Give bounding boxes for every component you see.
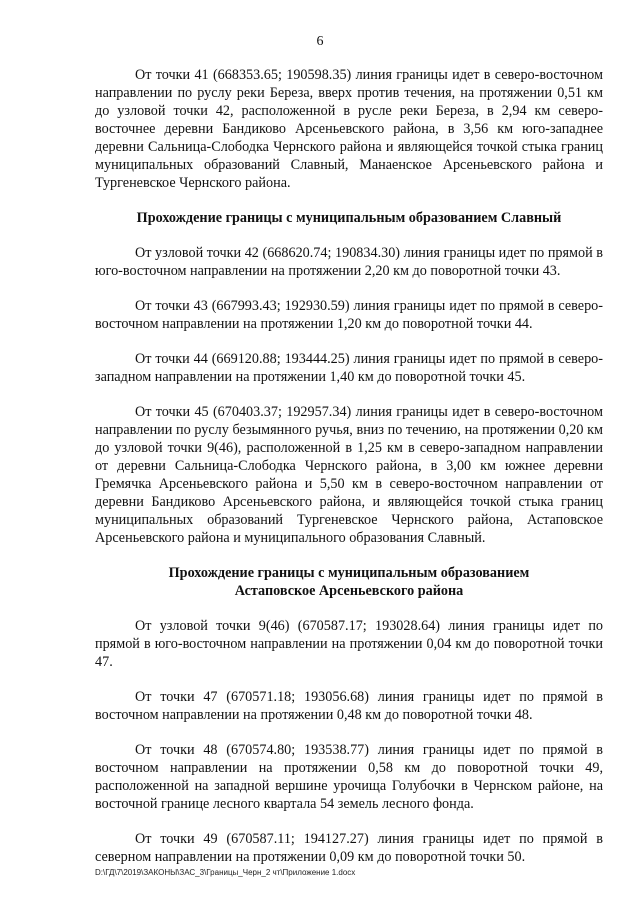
paragraph: От узловой точки 42 (668620.74; 190834.30) линия границы идет по прямой в юго-восточном направлении на протяжении 2,20 км до поворотной точки 43. <box>95 245 603 279</box>
paragraph: От точки 43 (667993.43; 192930.59) линия границы идет по прямой в северо-восточном направлении на протяжении 1,20 км до поворотной точки 44. <box>95 298 603 332</box>
paragraph: От точки 48 (670574.80; 193538.77) линия границы идет по прямой в восточном направлении на протяжении 0,58 км до поворотной точки 49, расположенной на западной вершине урочища Голубочки в Чернском районе, на восточной границе лесного квартала 54 земель лесного фонда. <box>95 742 603 812</box>
paragraph: От точки 44 (669120.88; 193444.25) линия границы идет по прямой в северо-западном направлении на протяжении 1,40 км до поворотной точки 45. <box>95 351 603 385</box>
document-body <box>95 66 603 883</box>
paragraph: От узловой точки 9(46) (670587.17; 193028.64) линия границы идет по прямой в юго-восточном направлении на протяжении 0,04 км до поворотной точки 47. <box>95 618 603 670</box>
paragraph: От точки 49 (670587.11; 194127.27) линия границы идет по прямой в северном направлении на протяжении 0,09 км до поворотной точки 50. <box>95 831 603 865</box>
paragraph: От точки 45 (670403.37; 192957.34) линия границы идет в северо-восточном направлении по руслу безымянного ручья, вниз по течению, на протяжении 0,20 км до узловой точки 9(46), расположенной в 1,25 км в северо-западном направлении от деревни Сальница-Слободка Чернского района, в 3,00 км южнее деревни Гремячка Арсеньевского района и 5,50 км в северо-восточном направлении от деревни Бандиково Арсеньевского района, и являющейся точкой стыка границ муниципальных образований Тургеневское Чернского района, Астаповское Арсеньевского района и муниципального образования Славный. <box>95 404 603 546</box>
page-number: 6 <box>316 34 324 49</box>
section-heading: Прохождение границы с муниципальным образованием Астаповское Арсеньевского района <box>168 565 530 599</box>
file-path-footer: D:\ГД\7\2019\ЗАКОНЫ\ЗАС_3\Границы_Черн_2 чт\Приложение 1.docx <box>95 868 356 877</box>
section-heading: Прохождение границы с муниципальным образованием Славный <box>136 210 562 226</box>
paragraph: От точки 47 (670571.18; 193056.68) линия границы идет по прямой в восточном направлении на протяжении 0,48 км до поворотной точки 48. <box>95 689 603 723</box>
paragraph: От точки 41 (668353.65; 190598.35) линия границы идет в северо-восточном направлении по руслу реки Береза, вверх против течения, на протяжении 0,51 км до узловой точки 42, расположенной в русле реки Береза, в 2,94 км северо-восточнее деревни Бандиково Арсеньевского района, в 3,56 км юго-западнее деревни Сальница-Слободка Чернского района и являющейся точкой стыка границ муниципальных образований Славный, Манаенское Арсеньевского района и Тургеневское Чернского района. <box>95 67 603 191</box>
